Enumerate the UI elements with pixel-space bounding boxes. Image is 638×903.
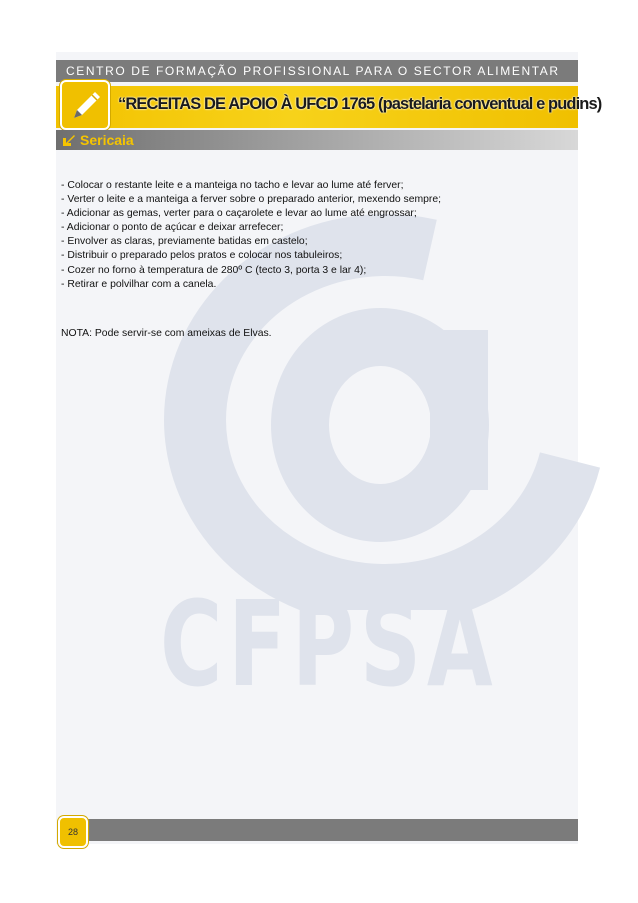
instruction-item: - Adicionar as gemas, verter para o caçarolete e levar ao lume até engrossar;	[61, 208, 417, 220]
footer-bar	[84, 819, 578, 841]
page-number: 28	[58, 816, 88, 848]
arrow-icon	[62, 133, 76, 147]
organization-banner: CENTRO DE FORMAÇÃO PROFISSIONAL PARA O SECTOR ALIMENTAR	[56, 60, 578, 82]
instruction-list	[61, 179, 571, 292]
section-bar	[56, 130, 578, 150]
section-title: Sericaia	[80, 132, 134, 148]
instruction-item: - Colocar o restante leite e a manteiga no tacho e levar ao lume até ferver;	[61, 180, 404, 191]
pencil-icon	[60, 80, 110, 130]
instruction-item: - Adicionar o ponto de açúcar e deixar arrefecer;	[61, 222, 284, 234]
instruction-item: - Distribuir o preparado pelos pratos e colocar nos tabuleiros;	[61, 250, 343, 262]
document-title: “RECEITAS DE APOIO À UFCD 1765 (pastelaria conventual e pudins)	[118, 95, 602, 113]
instruction-item: - Retirar e polvilhar com a canela.	[61, 278, 217, 290]
note-text: NOTA: Pode servir-se com ameixas de Elvas.	[61, 328, 272, 339]
watermark-text: CFPSA	[160, 575, 499, 713]
instruction-item: - Verter o leite e a manteiga a ferver sobre o preparado anterior, mexendo sempre;	[61, 194, 442, 206]
instruction-item: - Envolver as claras, previamente batidas em castelo;	[61, 236, 308, 248]
instruction-item: - Cozer no forno à temperatura de 280º C (tecto 3, porta 3 e lar 4);	[61, 264, 367, 276]
